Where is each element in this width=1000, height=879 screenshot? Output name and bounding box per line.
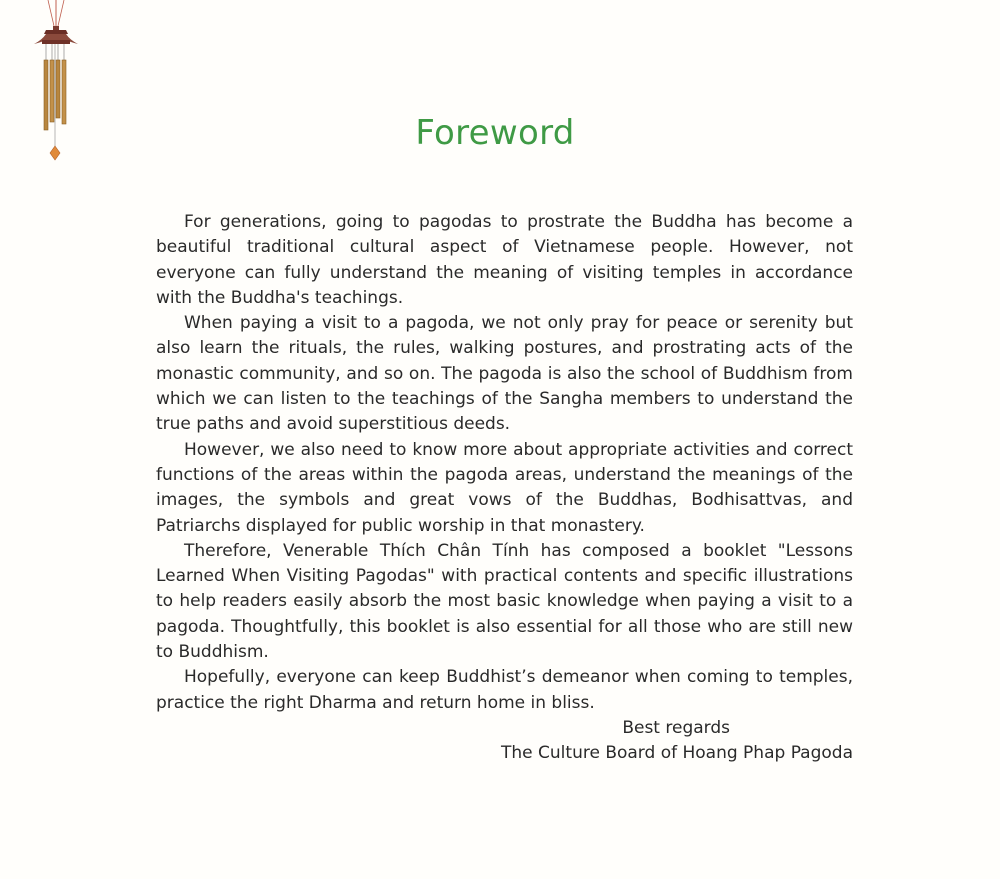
paragraph: When paying a visit to a pagoda, we not only pray for peace or serenity but also learn the rituals, the rules, walking postures, and prostrating acts of the monastic community, and so on. The pagoda is also the school of Buddhism from which we can listen to the teachings of the Sangha members to understand the true paths and avoid superstitious deeds. bbox=[156, 313, 853, 435]
page-title: Foreword bbox=[415, 113, 575, 153]
closing-regards: Best regards bbox=[622, 717, 730, 738]
paragraph: However, we also need to know more about appropriate activities and correct functions of the areas within the pagoda areas, understand the meanings of the images, the symbols and great vows of the Buddhas, Bodhisattvas, and Patriarchs displayed for public worship in that monastery. bbox=[156, 439, 853, 536]
paragraph: For generations, going to pagodas to prostrate the Buddha has become a beautiful traditional cultural aspect of Vietnamese people. However, not everyone can fully understand the meaning of visiting temples in accordance with the Buddha's teachings. bbox=[156, 212, 853, 308]
paragraph: Therefore, Venerable Thích Chân Tính has composed a booklet "Lessons Learned When Visiting Pagodas" with practical contents and specific illustrations to help readers easily absorb the most basic knowledge when paying a visit to a pagoda. Thoughtfully, this booklet is also essential for all those who are still new to Buddhism. bbox=[156, 540, 853, 663]
signature-author: The Culture Board of Hoang Phap Pagoda bbox=[501, 743, 853, 764]
paragraph: Hopefully, everyone can keep Buddhist’s demeanor when coming to temples, practice the right Dharma and return home in bliss. bbox=[156, 667, 853, 713]
foreword-body bbox=[156, 210, 853, 767]
